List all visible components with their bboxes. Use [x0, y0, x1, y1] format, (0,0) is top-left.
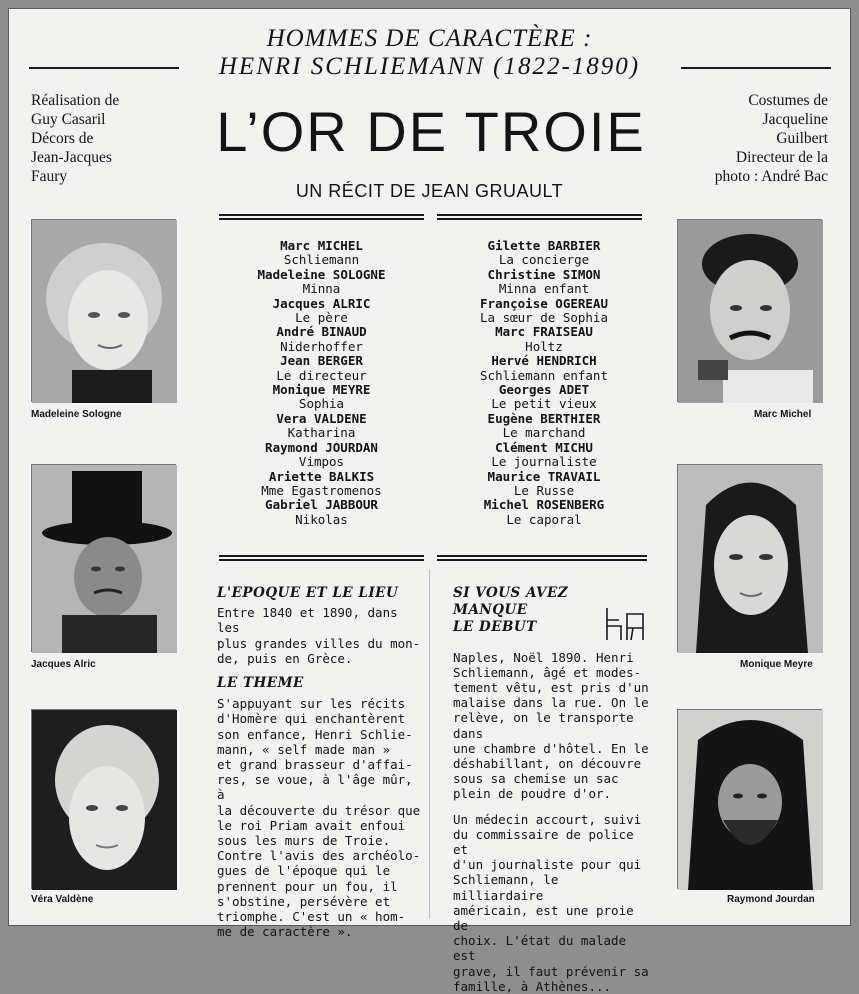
text-line: la découverte du trésor que — [217, 802, 421, 818]
actor-name: Gabriel JABBOUR — [265, 497, 378, 513]
actor-name: Hervé HENDRICH — [491, 353, 597, 369]
missed-section — [453, 586, 653, 994]
text-line: S'appuyant sur les récits — [217, 696, 406, 712]
text-line: mann, « self made man » — [217, 741, 391, 757]
portrait-image — [32, 710, 177, 890]
role-name: La concierge — [498, 252, 590, 268]
actor-name: André BINAUD — [276, 324, 367, 340]
section-heading: LE THEME — [217, 675, 304, 692]
text-line: s'obstine, persévère et — [217, 893, 391, 909]
actor-name: Jacques ALRIC — [272, 295, 371, 311]
text-line: Un médecin accourt, suivi — [453, 811, 642, 827]
section-body — [453, 812, 653, 994]
text-line: triomphe. C'est un « hom- — [217, 909, 406, 925]
actor-name: Ariette BALKIS — [268, 468, 375, 484]
actor-name: Georges ADET — [498, 382, 590, 398]
actor-name: Maurice TRAVAIL — [487, 468, 601, 484]
role-name: Le directeur — [276, 367, 367, 383]
text-line: de, puis en Grèce. — [217, 650, 353, 666]
role-name: Katharina — [287, 425, 356, 441]
actor-name: Marc FRAISEAU — [495, 324, 593, 340]
actor-name: Eugène BERTHIER — [487, 410, 601, 426]
role-name: Schliemann — [283, 252, 360, 268]
cast-list-right — [434, 239, 654, 527]
text-line: du commissaire de police et — [453, 826, 634, 858]
epoque-section — [217, 586, 427, 939]
section-rule-right — [437, 555, 647, 561]
credit-line: photo : André Bac — [714, 168, 828, 185]
text-line: son enfance, Henri Schlie- — [217, 726, 413, 742]
actor-name: Clément MICHU — [495, 439, 593, 455]
cast-rule-left — [219, 214, 424, 220]
credit-line: Faury — [31, 168, 68, 185]
role-name: Le marchand — [502, 425, 586, 441]
portrait-image — [678, 710, 823, 890]
text-line: plus grandes villes du mon- — [217, 635, 421, 651]
role-name: Minna enfant — [498, 281, 590, 297]
credit-line: Costumes de — [748, 92, 828, 109]
text-line: Contre l'avis des archéolo- — [217, 848, 421, 864]
text-line: une chambre d'hôtel. En le — [453, 740, 649, 756]
subject-line: HENRI SCHLIEMANN (1822-1890) — [218, 53, 641, 80]
text-line: déshabillant, on découvre — [453, 756, 642, 772]
photo-caption: Jacques Alric — [31, 659, 96, 670]
role-name: Vimpos — [298, 454, 345, 470]
text-line: prennent pour un fou, il — [217, 878, 398, 894]
text-line: Naples, Noël 1890. Henri — [453, 649, 634, 665]
text-line: grave, il faut prévenir sa — [453, 963, 649, 979]
text-line: Schliemann, le milliardaire — [453, 872, 559, 903]
text-line: choix. L'état du malade est — [453, 933, 627, 964]
byline: UN RÉCIT DE JEAN GRUAULT — [295, 181, 564, 201]
actor-name: Jean BERGER — [280, 353, 363, 369]
credit-line: Décors de — [31, 130, 94, 147]
text-line: Entre 1840 et 1890, dans les — [217, 605, 398, 636]
credit-line: Guy Casaril — [31, 111, 106, 128]
credit-line: Guilbert — [776, 130, 828, 147]
role-name: Le père — [295, 310, 348, 326]
text-line: d'un journaliste pour qui — [453, 857, 642, 873]
credits-right — [658, 91, 828, 186]
photo-marc-michel — [677, 219, 822, 402]
actor-name: Françoise OGEREAU — [480, 295, 608, 311]
cast-rule-right — [437, 214, 642, 220]
text-line: américain, est une proie de — [453, 902, 634, 934]
photo-madeleine-sologne — [31, 219, 176, 402]
actor-name: Christine SIMON — [487, 266, 601, 282]
header-rule-right — [681, 67, 831, 69]
actor-name: Marc MICHEL — [280, 238, 363, 253]
photo-caption: Monique Meyre — [740, 659, 813, 670]
actor-name: Gilette BARBIER — [487, 238, 601, 253]
photo-caption: Marc Michel — [754, 409, 812, 420]
portrait-image — [32, 220, 177, 403]
text-line: et grand brasseur d'affai- — [217, 757, 413, 773]
credit-line: Directeur de la — [735, 149, 828, 166]
text-line: d'Homère qui enchantèrent — [217, 711, 406, 727]
tv-listing-page — [8, 8, 851, 994]
portrait-image — [32, 465, 177, 653]
text-line: tement vêtu, est pris d'un — [453, 680, 649, 696]
series-title: HOMMES DE CARACTÈRE : — [266, 25, 593, 52]
text-line: me de caractère ». — [217, 924, 353, 940]
section-heading: SI VOUS AVEZ — [453, 585, 569, 601]
section-body — [453, 650, 653, 802]
role-name: Schliemann enfant — [480, 367, 608, 383]
role-name: Sophia — [298, 396, 345, 412]
role-name: Holtz — [525, 338, 563, 354]
column-divider — [429, 569, 430, 919]
text-line: le roi Priam avait enfoui — [217, 817, 406, 833]
cast-list-left — [209, 239, 434, 527]
text-line: Schliemann, âgé et modes- — [453, 664, 642, 680]
section-heading: L'EPOQUE ET LE LIEU — [217, 585, 399, 601]
role-name: Niderhoffer — [280, 338, 363, 354]
section-body — [217, 696, 427, 939]
section-rule-left — [219, 555, 424, 561]
credit-line: Jean-Jacques — [31, 149, 112, 166]
role-name: Le petit vieux — [491, 396, 597, 412]
role-name: Nikolas — [295, 511, 348, 527]
credits-left — [31, 91, 181, 186]
photo-caption: Madeleine Sologne — [31, 409, 122, 420]
role-name: La sœur de Sophia — [480, 310, 608, 326]
photo-caption: Véra Valdène — [31, 894, 94, 905]
credit-line: Jacqueline — [762, 111, 828, 128]
photo-raymond-jourdan — [677, 709, 822, 889]
text-line: sous les murs de Troie. — [217, 833, 391, 849]
credit-line: Réalisation de — [31, 92, 120, 109]
role-name: Mme Egastromenos — [261, 482, 382, 498]
role-name: Le journaliste — [491, 454, 597, 470]
section-heading: MANQUE — [453, 602, 528, 619]
photo-monique-meyre — [677, 464, 822, 652]
portrait-image — [678, 465, 823, 653]
program-title: L’OR DE TROIE — [216, 100, 646, 163]
text-line: plein de poudre d'or. — [453, 786, 612, 802]
text-line: res, se voue, à l'âge mûr, à — [217, 772, 413, 803]
text-line: relève, on le transporte dans — [453, 710, 634, 741]
role-name: Le caporal — [506, 511, 582, 527]
actor-name: Monique MEYRE — [272, 382, 371, 398]
portrait-image — [678, 220, 823, 403]
section-body — [217, 605, 427, 666]
actor-name: Michel ROSENBERG — [483, 497, 605, 513]
text-line: famille, à Athènes... — [453, 978, 612, 994]
text-line: sous sa chemise un sac — [453, 771, 619, 787]
text-line: gues de l'époque qui le — [217, 863, 391, 879]
actor-name: Raymond JOURDAN — [265, 439, 378, 455]
text-line: malaise dans la rue. On le — [453, 695, 649, 711]
role-name: Minna — [302, 281, 341, 297]
actor-name: Madeleine SOLOGNE — [257, 266, 386, 282]
photo-jacques-alric — [31, 464, 176, 652]
actor-name: Vera VALDENE — [276, 410, 367, 426]
photo-vera-valdene — [31, 709, 176, 889]
chairs-icon — [603, 606, 649, 644]
photo-caption: Raymond Jourdan — [727, 894, 815, 905]
role-name: Le Russe — [513, 482, 575, 498]
section-heading: LE DEBUT — [453, 619, 537, 636]
